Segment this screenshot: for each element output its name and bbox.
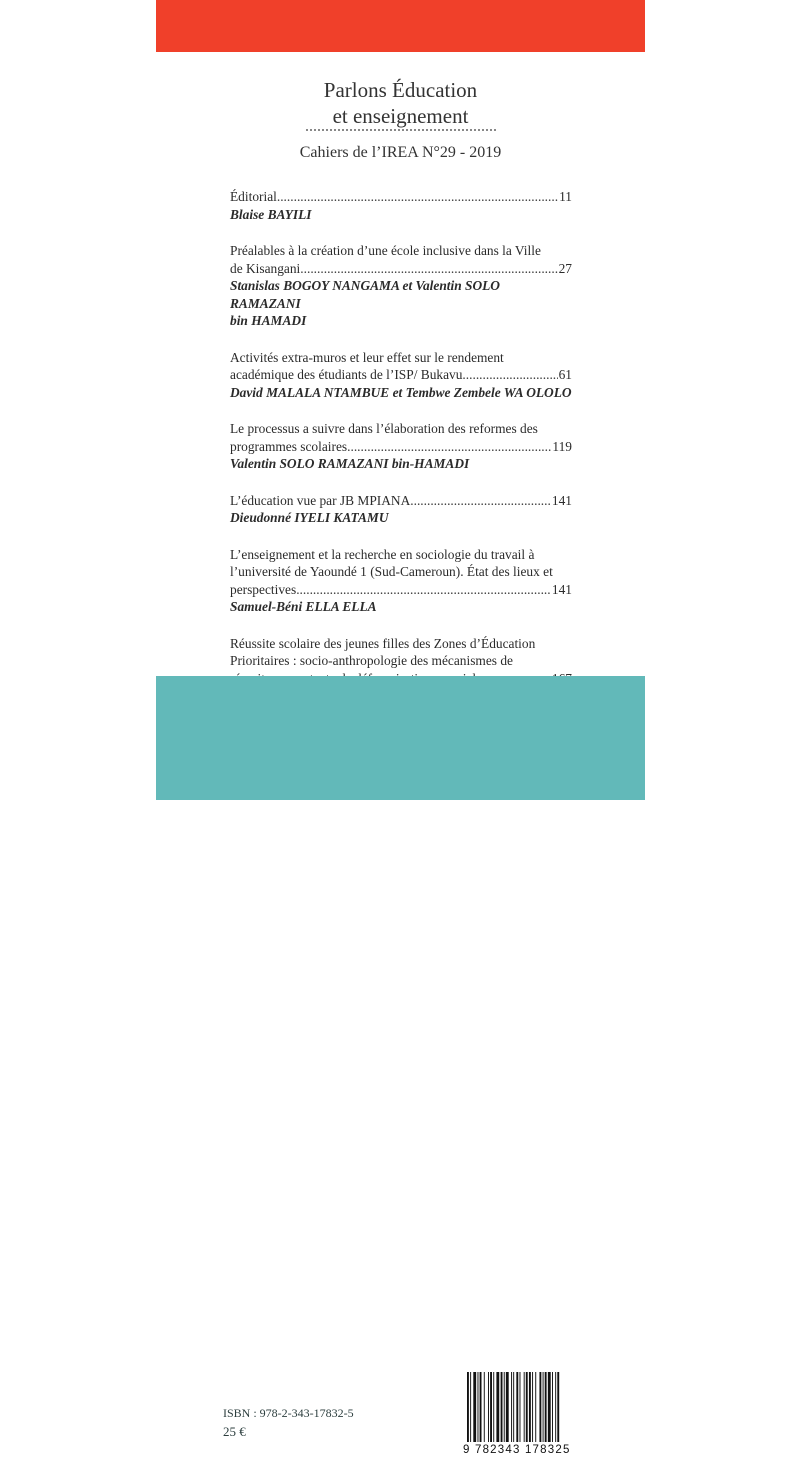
toc-entry-author: Valentin SOLO RAMAZANI bin-HAMADI	[230, 456, 470, 471]
barcode-bar	[467, 1372, 469, 1442]
isbn-text: ISBN : 978-2-343-17832-5	[223, 1406, 354, 1420]
toc-entry-title-line: Préalables à la création d’une école inclusive dans la Ville	[230, 243, 541, 258]
toc-entry-author: Stanislas BOGOY NANGAMA et Valentin SOLO RAMAZANI	[230, 278, 500, 311]
barcode-bar	[504, 1372, 505, 1442]
barcode-bar	[543, 1372, 544, 1442]
barcode	[457, 1364, 602, 1466]
toc-entry	[230, 349, 572, 402]
dot-leader	[462, 366, 557, 384]
toc-entry-author: David MALALA NTAMBUE et Tembwe Zembele WA OLOLO	[230, 384, 572, 400]
barcode-bar	[526, 1372, 528, 1442]
barcode-bar	[555, 1372, 556, 1442]
barcode-bar	[513, 1372, 514, 1442]
toc-entry-title-line: académique des étudiants de l’ISP/ Bukavu	[230, 367, 463, 382]
barcode-bar	[532, 1372, 533, 1442]
toc-entry-leader-line	[230, 188, 572, 206]
dot-leader	[277, 188, 558, 206]
barcode-bar	[480, 1372, 482, 1442]
series-title-line1: Parlons Éducation	[323, 78, 478, 102]
toc-entry	[230, 420, 572, 473]
dot-leader	[296, 581, 551, 599]
toc-page-number: 141	[551, 581, 572, 597]
barcode-bar	[539, 1372, 541, 1442]
barcode-bar	[488, 1372, 489, 1442]
toc-entry-title-line: Prioritaires : socio-anthropologie des mécanismes de	[230, 653, 513, 668]
barcode-bar	[524, 1372, 525, 1442]
issue-subtitle: Cahiers de l’IREA N°29 - 2019	[299, 144, 502, 161]
barcode-bar	[496, 1372, 499, 1442]
toc-entry-leader-line	[230, 492, 572, 510]
toc-entry	[230, 242, 572, 330]
toc-entry-title-line: de Kisangani	[230, 260, 301, 276]
toc-page-number: 119	[552, 438, 572, 454]
dot-leader	[347, 438, 551, 456]
toc-entry-title-line: L’enseignement et la recherche en sociologie du travail à	[230, 546, 535, 562]
toc-entry-title-line: Éditorial	[230, 189, 277, 204]
barcode-bar	[490, 1372, 492, 1442]
barcode-bar	[557, 1372, 559, 1442]
barcode-bar	[484, 1372, 485, 1442]
toc-page-number: 27	[558, 260, 572, 276]
toc-entry-title-line: perspectives	[230, 581, 297, 597]
dotted-divider	[306, 129, 496, 134]
toc-entry-author: Samuel-Béni ELLA ELLA	[230, 599, 377, 614]
barcode-bar	[552, 1372, 553, 1442]
toc-entry-leader-line	[230, 438, 572, 456]
toc-entry	[230, 546, 572, 616]
barcode-bar	[516, 1372, 518, 1442]
toc-entry-title-line: Le processus a suivre dans l’élaboration des reformes des	[230, 421, 538, 436]
dot-leader	[300, 260, 557, 278]
toc-page-number: 61	[558, 367, 572, 382]
toc-entry-title-line: Activités extra-muros et leur effet sur le rendement	[230, 349, 504, 365]
toc-entry	[230, 188, 572, 223]
barcode-bar	[473, 1372, 476, 1442]
barcode-number: 9 782343 178325	[463, 1444, 571, 1456]
barcode-bar	[520, 1372, 521, 1442]
book-back-cover	[156, 0, 645, 1456]
toc-entry-leader-line	[230, 581, 572, 599]
bottom-color-band	[156, 676, 645, 1456]
series-title-line2: et enseignement	[332, 104, 469, 128]
toc-page-number: 11	[559, 189, 572, 204]
toc-entry-author: bin HAMADI	[230, 313, 307, 328]
toc-entry-title-line: programmes scolaires	[230, 438, 348, 454]
dot-leader	[410, 492, 551, 510]
toc-entry-title-line: l’université de Yaoundé 1 (Sud-Cameroun). État des lieux et	[230, 564, 553, 579]
barcode-bar	[535, 1372, 536, 1442]
toc-entry-title-line: Réussite scolaire des jeunes filles des Zones d’Éducation	[230, 635, 536, 651]
barcode-bars	[465, 1372, 595, 1442]
toc-entry-leader-line	[230, 260, 572, 278]
barcode-bar	[478, 1372, 479, 1442]
barcode-bar	[506, 1372, 509, 1442]
barcode-bar	[548, 1372, 551, 1442]
barcode-bar	[545, 1372, 547, 1442]
toc-page-number: 141	[551, 492, 572, 508]
table-of-contents	[230, 188, 572, 741]
toc-entry-leader-line	[230, 366, 572, 384]
toc-entry	[230, 492, 572, 527]
price-text: 25 €	[223, 1424, 246, 1439]
toc-entry-author: Blaise BAYILI	[230, 206, 312, 222]
barcode-bar	[529, 1372, 531, 1442]
barcode-bar	[501, 1372, 503, 1442]
barcode-bar	[470, 1372, 471, 1442]
top-color-band	[156, 0, 645, 52]
barcode-bar	[511, 1372, 512, 1442]
barcode-bar	[493, 1372, 494, 1442]
toc-entry-author: Dieudonné IYELI KATAMU	[230, 510, 389, 525]
toc-entry-title-line: L’éducation vue par JB MPIANA	[230, 492, 411, 508]
